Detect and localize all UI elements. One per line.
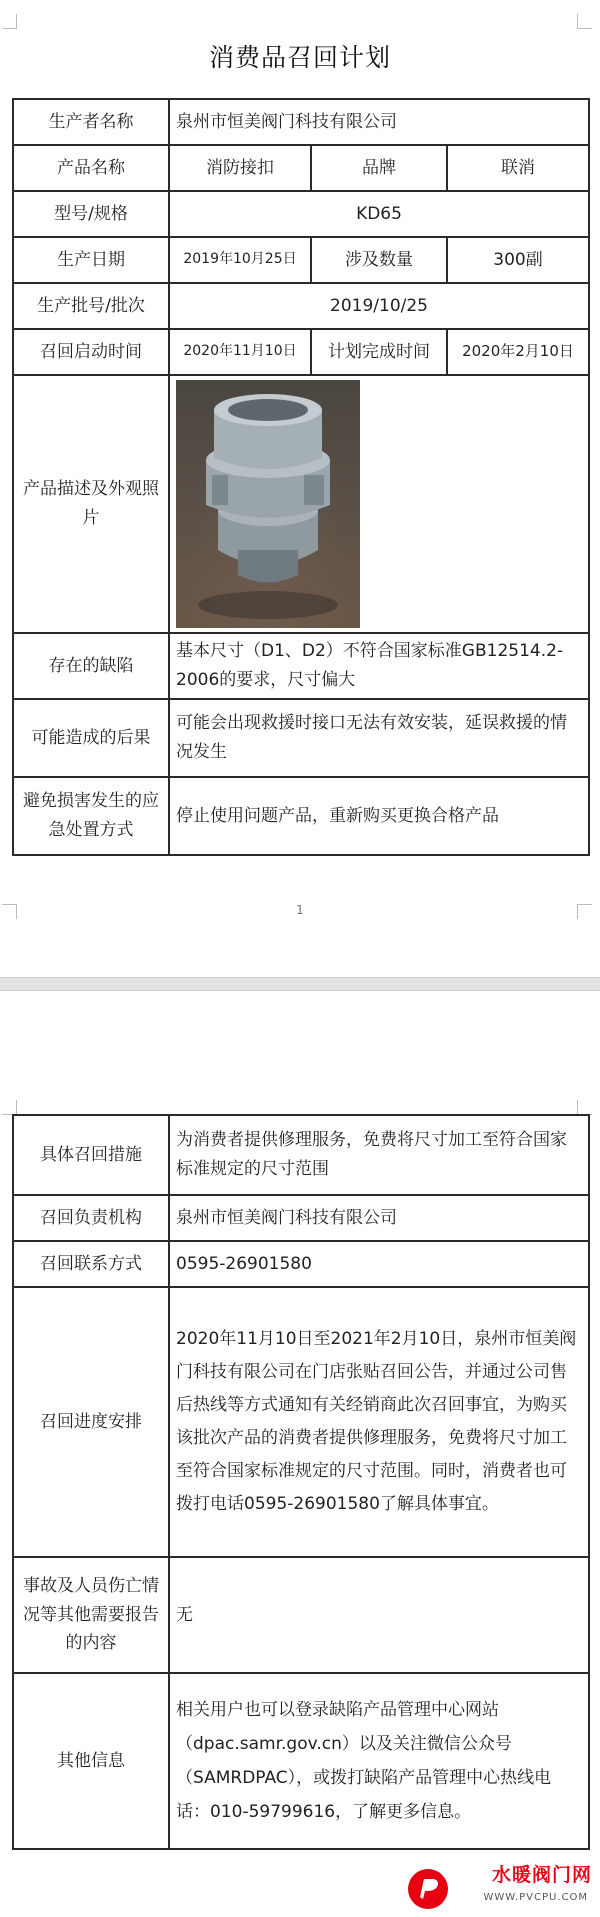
measure-value: 为消费者提供修理服务，免费将尺寸加工至符合国家标准规定的尺寸范围 [169,1115,589,1195]
crop-mark [577,14,592,29]
contact-value: 0595-26901580 [169,1241,589,1287]
schedule-label: 召回进度安排 [13,1287,169,1557]
contact-label: 召回联系方式 [13,1241,169,1287]
other-label: 其他信息 [13,1673,169,1849]
qty-label: 涉及数量 [311,237,447,283]
crop-mark [2,1100,17,1115]
defect-value: 基本尺寸（D1、D2）不符合国家标准GB12514.2-2006的要求，尺寸偏大 [169,633,589,699]
batch-label: 生产批号/批次 [13,283,169,329]
document-title: 消费品召回计划 [208,43,391,72]
date-label: 生产日期 [13,237,169,283]
model-label: 型号/规格 [13,191,169,237]
page-number: 1 [296,903,304,917]
defect-label: 存在的缺陷 [13,633,169,699]
avoid-label: 避免损害发生的应急处置方式 [13,777,169,855]
watermark-logo-icon [406,1867,450,1911]
desc-label: 产品描述及外观照片 [13,375,169,633]
page-separator [0,977,600,991]
other-value: 相关用户也可以登录缺陷产品管理中心网站（dpac.samr.gov.cn）以及关注微信公众号（SAMRDPAC），或拨打缺陷产品管理中心热线电话：010-59799616，了解更多信息。 [169,1673,589,1849]
product-photo [176,380,360,628]
watermark-text: 水暖阀门网 [491,1864,592,1886]
consequence-value: 可能会出现救援时接口无法有效安装，延误救援的情况发生 [169,699,589,777]
accident-label: 事故及人员伤亡情况等其他需要报告的内容 [13,1557,169,1673]
product-photo-cell [169,375,589,633]
product-value: 消防接扣 [169,145,311,191]
date-value: 2019年10月25日 [169,237,311,283]
start-value: 2020年11月10日 [169,329,311,375]
consequence-label: 可能造成的后果 [13,699,169,777]
accident-value: 无 [169,1557,589,1673]
watermark-url: WWW.PVCPU.COM [483,1892,588,1903]
qty-value: 300副 [447,237,589,283]
product-label: 产品名称 [13,145,169,191]
start-label: 召回启动时间 [13,329,169,375]
batch-value: 2019/10/25 [169,283,589,329]
measure-label: 具体召回措施 [13,1115,169,1195]
recall-table-page1 [12,98,590,856]
avoid-value: 停止使用问题产品，重新购买更换合格产品 [169,777,589,855]
crop-mark [2,14,17,29]
plan-value: 2020年2月10日 [447,329,589,375]
producer-label: 生产者名称 [13,99,169,145]
watermark-logo [406,1867,450,1911]
recall-table-page2 [12,1114,590,1850]
crop-mark [577,1100,592,1115]
schedule-value: 2020年11月10日至2021年2月10日，泉州市恒美阀门科技有限公司在门店张贴召回公告，并通过公司售后热线等方式通知有关经销商此次召回事宜，为购买该批次产品的消费者提供修理服务，免费将尺寸加工至符合国家标准规定的尺寸范围。同时，消费者也可拨打电话0595-26901580了解具体事宜。 [169,1287,589,1557]
brand-value: 联消 [447,145,589,191]
brand-label: 品牌 [311,145,447,191]
plan-label: 计划完成时间 [311,329,447,375]
model-value: KD65 [169,191,589,237]
producer-value: 泉州市恒美阀门科技有限公司 [169,99,589,145]
org-label: 召回负责机构 [13,1195,169,1241]
org-value: 泉州市恒美阀门科技有限公司 [169,1195,589,1241]
